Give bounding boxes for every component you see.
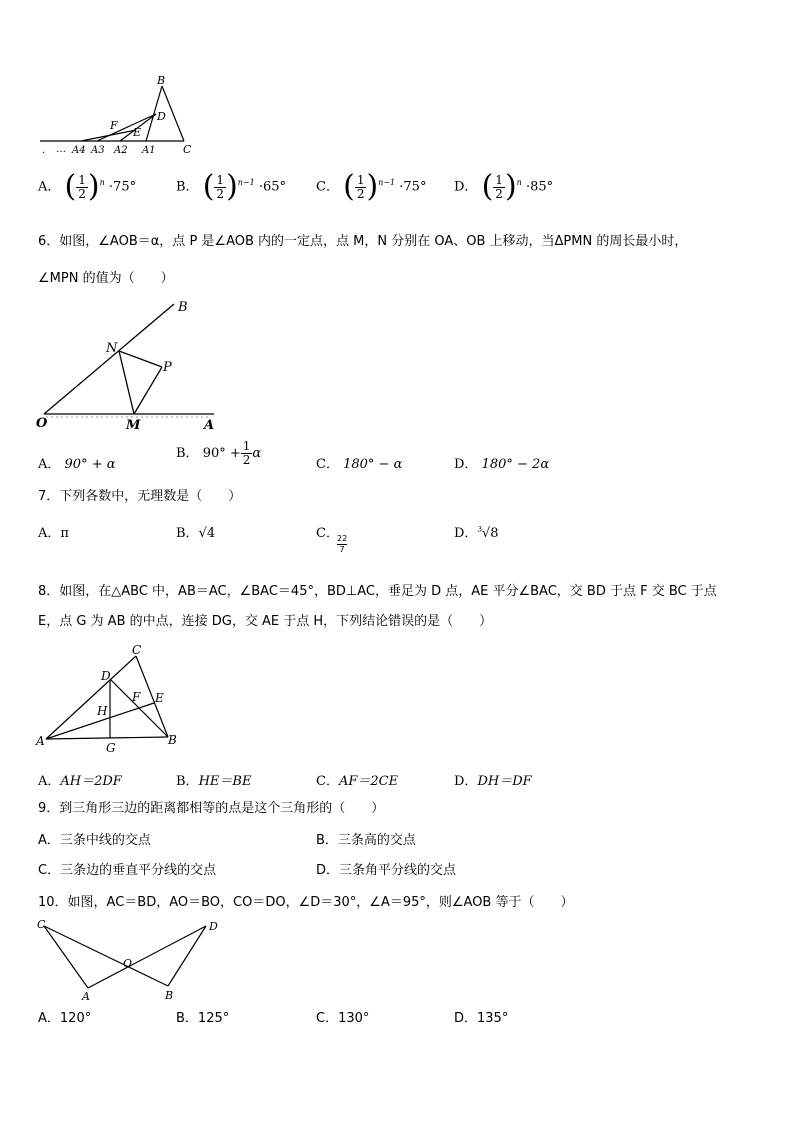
q8-figure [34, 642, 184, 760]
q5-option-c-letter: C． [316, 179, 339, 195]
q10-option-d-text: 135° [477, 1011, 509, 1026]
fig5-label-a4: A4 [72, 145, 86, 156]
q5-b-num: 1 [216, 172, 225, 187]
q7-option-d-letter: D． [454, 526, 478, 541]
q6-option-b-letter: B． [176, 446, 199, 461]
q8-option-b[interactable] [176, 770, 251, 789]
q10-option-b-letter: B． [176, 1011, 198, 1026]
q10-option-d[interactable] [454, 1010, 508, 1028]
q6-option-b[interactable] [176, 440, 261, 467]
q8-option-b-letter: B． [176, 774, 199, 789]
q9-option-d[interactable] [316, 862, 456, 880]
q8-option-c-text: AF＝2CE [338, 774, 399, 789]
q6-stem-line2: ∠MPN 的值为（ ） [38, 271, 174, 286]
q5-figure [36, 74, 206, 158]
q9-option-c[interactable] [38, 862, 216, 880]
q6-b-den: 2 [242, 453, 251, 467]
q7-option-a-text: π [60, 526, 69, 541]
fig5-label-d: D [157, 110, 166, 123]
q8-stem-line1: 8．如图，在△ABC 中，AB＝AC，∠BAC＝45°，BD⊥AC，垂足为 D 点，AE 平分∠BAC，交 BD 于点 F 交 BC 于点 [38, 584, 717, 599]
q6-option-a-letter: A． [38, 457, 61, 472]
q6-option-a-text: 90° + α [64, 457, 116, 472]
q5-a-exp: n [99, 178, 105, 188]
q7-c-num: 22 [337, 534, 348, 543]
fig10-label-d: D [209, 920, 218, 933]
q8-option-c[interactable] [316, 770, 398, 789]
q6-b-num: 1 [242, 439, 251, 453]
q10-option-c[interactable] [316, 1010, 369, 1028]
fig5-label-e: E [133, 126, 142, 139]
q9-option-c-letter: C． [38, 863, 61, 878]
q10-option-c-text: 130° [338, 1011, 370, 1026]
q8-option-d-text: DH＝DF [477, 774, 532, 789]
q8-option-a-letter: A． [38, 774, 61, 789]
q8-option-a[interactable] [38, 770, 122, 789]
fig6-label-o: O [36, 416, 48, 431]
fig8-label-c: C [132, 643, 142, 657]
fig5-label-f: F [110, 119, 118, 132]
q6-option-d[interactable] [454, 453, 549, 472]
q6-option-c[interactable] [316, 453, 402, 472]
q7-option-a[interactable] [38, 522, 69, 541]
q7-option-d[interactable] [454, 522, 498, 541]
q6-option-a[interactable] [38, 453, 116, 472]
q8-option-d-letter: D． [454, 774, 478, 789]
q5-d-den: 2 [495, 186, 503, 201]
q10-option-a-text: 120° [59, 1011, 92, 1026]
q5-option-b[interactable]: B． ( $\frac{1}{2}$ )$^{n-1}$ ·65° [176, 169, 287, 204]
q6-option-b-pre: 90° + [202, 446, 241, 461]
q7-option-b[interactable] [176, 522, 215, 541]
fig5-label-c: C [183, 143, 192, 156]
fig8-label-g: G [106, 741, 116, 755]
q5-option-a-letter: A． [38, 179, 61, 195]
q7-option-c-fraction [337, 534, 347, 555]
q5-b-deg: 65° [263, 179, 287, 195]
q5-c-deg: 75° [403, 179, 427, 195]
fig5-label-ellipsis: … [56, 144, 66, 155]
q9-option-a[interactable] [38, 832, 151, 850]
q9-option-c-text: 三条边的垂直平分线的交点 [60, 863, 217, 878]
fig5-label-dot: . [42, 145, 46, 156]
fig8-label-f: F [132, 690, 141, 704]
fig8-label-e: E [155, 691, 164, 705]
q10-option-c-letter: C． [316, 1011, 339, 1026]
q8-option-d[interactable] [454, 770, 532, 789]
fig6-label-n: N [106, 341, 118, 356]
fig10-label-o: O [123, 957, 133, 970]
q7-option-b-letter: B． [176, 526, 199, 541]
q5-a-den: 2 [78, 186, 86, 201]
q10-stem: 10．如图，AC＝BD，AO＝BO，CO＝DO，∠D＝30°，∠A＝95°，则∠AOB 等于（ ） [38, 895, 574, 910]
q10-figure [34, 916, 234, 1004]
q6-stem-line1: 6．如图，∠AOB＝α，点 P 是∠AOB 内的一定点，点 M，N 分别在 OA、OB 上移动，当ΔPMN 的周长最小时， [38, 234, 688, 249]
q8-option-c-letter: C． [316, 774, 339, 789]
q7-option-c[interactable] [316, 522, 339, 541]
fig5-label-a2: A2 [114, 145, 128, 156]
q5-d-num: 1 [495, 172, 503, 187]
q5-option-d[interactable]: D． ( $\frac{1}{2}$ )$^n$ ·85° [454, 169, 554, 204]
q6-option-b-post: α [252, 446, 262, 461]
q7-option-c-letter: C． [316, 526, 339, 541]
q5-a-num: 1 [78, 172, 86, 187]
fig8-label-a: A [36, 734, 45, 748]
q5-c-exp: n−1 [378, 178, 396, 188]
fig10-label-b: B [165, 989, 174, 1002]
q7-c-den: 7 [339, 545, 345, 554]
q5-b-exp: n−1 [237, 178, 255, 188]
fig8-label-b: B [168, 733, 177, 747]
q5-a-deg: 75° [113, 179, 137, 195]
q9-option-a-text: 三条中线的交点 [59, 833, 151, 848]
q7-stem: 7．下列各数中，无理数是（ ） [38, 489, 242, 504]
fig6-label-m: M [126, 418, 141, 433]
q5-option-b-letter: B． [176, 179, 199, 195]
q10-option-d-letter: D． [454, 1011, 478, 1026]
q10-option-b-text: 125° [197, 1011, 230, 1026]
q9-stem: 9．到三角形三边的距离都相等的点是这个三角形的（ ） [38, 801, 385, 816]
q5-c-den: 2 [356, 186, 365, 201]
fig5-label-b: B [157, 74, 166, 87]
q5-option-a[interactable]: A． ( $\frac{1}{2}$ )$^n$ ·75° [38, 169, 137, 204]
q9-option-b-letter: B． [316, 833, 338, 848]
q6-figure [34, 298, 224, 434]
q6-option-d-letter: D． [454, 457, 478, 472]
fig6-label-a: A [204, 418, 215, 433]
fig6-label-b: B [178, 300, 188, 315]
q5-option-d-letter: D． [454, 179, 478, 195]
q8-stem-line2: E，点 G 为 AB 的中点，连接 DG，交 AE 于点 H，下列结论错误的是（ ） [38, 614, 493, 629]
q5-b-den: 2 [216, 186, 225, 201]
q10-option-a[interactable] [38, 1010, 91, 1028]
fig8-label-d: D [101, 669, 111, 683]
fig10-label-a: A [82, 990, 90, 1003]
fig5-label-a3: A3 [91, 145, 105, 156]
q10-option-b[interactable] [176, 1010, 229, 1028]
q6-option-c-letter: C． [316, 457, 339, 472]
q5-d-deg: 85° [530, 179, 554, 195]
q5-c-num: 1 [356, 172, 365, 187]
q5-d-exp: n [516, 178, 522, 188]
q9-option-a-letter: A． [38, 833, 60, 848]
q6-option-d-text: 180° − 2α [481, 457, 550, 472]
q9-option-b[interactable] [316, 832, 416, 850]
fig5-label-a1: A1 [142, 145, 156, 156]
fig10-label-c: C [37, 918, 46, 931]
fig8-label-h: H [97, 704, 108, 718]
q9-option-d-letter: D． [316, 863, 340, 878]
q8-option-a-text: AH＝2DF [60, 774, 122, 789]
q9-option-d-text: 三条角平分线的交点 [339, 863, 457, 878]
q8-option-b-text: HE＝BE [198, 774, 252, 789]
fig6-label-p: P [163, 360, 172, 375]
q7-option-b-text: √4 [198, 526, 216, 541]
q5-option-c[interactable]: C． ( $\frac{1}{2}$ )$^{n-1}$ ·75° [316, 169, 427, 204]
q7-option-d-text: √8 [481, 526, 499, 541]
q7-d-index: 3 [477, 525, 482, 534]
q10-option-a-letter: A． [38, 1011, 60, 1026]
q6-option-c-text: 180° − α [343, 457, 403, 472]
q9-option-b-text: 三条高的交点 [337, 833, 416, 848]
q7-option-a-letter: A． [38, 526, 61, 541]
